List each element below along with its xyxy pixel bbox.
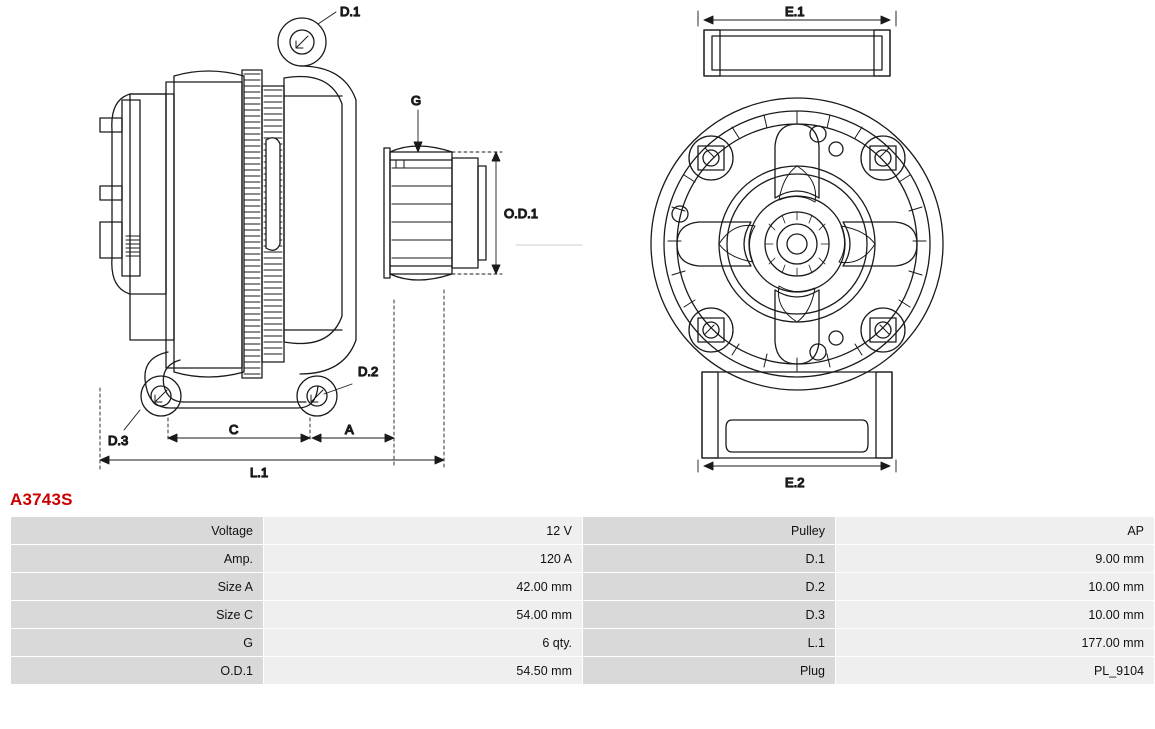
spec-value: 54.00 mm	[264, 601, 583, 629]
label-d3: D.3	[108, 433, 129, 448]
label-g: G	[411, 93, 422, 108]
front-view-group	[651, 30, 943, 458]
label-e1: E.1	[785, 4, 805, 19]
table-row	[11, 545, 1155, 573]
spec-label: L.1	[583, 629, 836, 657]
spec-value: 177.00 mm	[836, 629, 1155, 657]
specification-table	[10, 516, 1155, 685]
spec-label: D.1	[583, 545, 836, 573]
table-row	[11, 517, 1155, 545]
label-c: C	[229, 422, 239, 437]
part-number: A3743S	[10, 490, 73, 509]
label-e2: E.2	[785, 475, 805, 490]
spec-label: Pulley	[583, 517, 836, 545]
side-view-group	[100, 18, 486, 416]
spec-value: PL_9104	[836, 657, 1155, 685]
table-row	[11, 601, 1155, 629]
label-d1: D.1	[340, 4, 361, 19]
dimension-labels	[108, 4, 805, 490]
spec-value: AP	[836, 517, 1155, 545]
spec-label: Plug	[583, 657, 836, 685]
spec-value: 6 qty.	[264, 629, 583, 657]
label-a: A	[345, 422, 354, 437]
table-row	[11, 629, 1155, 657]
spec-label: D.2	[583, 573, 836, 601]
spec-value: 9.00 mm	[836, 545, 1155, 573]
spec-value: 42.00 mm	[264, 573, 583, 601]
spec-label: Amp.	[11, 545, 264, 573]
spec-label: O.D.1	[11, 657, 264, 685]
spec-value: 54.50 mm	[264, 657, 583, 685]
spec-label: G	[11, 629, 264, 657]
spec-label: Size C	[11, 601, 264, 629]
spec-label: Size A	[11, 573, 264, 601]
label-od1: O.D.1	[504, 206, 538, 221]
table-row	[11, 657, 1155, 685]
spec-value: 10.00 mm	[836, 573, 1155, 601]
spec-label: Voltage	[11, 517, 264, 545]
label-d2: D.2	[358, 364, 379, 379]
spec-value: 12 V	[264, 517, 583, 545]
table-row	[11, 573, 1155, 601]
label-l1: L.1	[250, 465, 269, 480]
spec-label: D.3	[583, 601, 836, 629]
spec-value: 120 A	[264, 545, 583, 573]
spec-value: 10.00 mm	[836, 601, 1155, 629]
side-view-dimensions	[100, 12, 582, 470]
